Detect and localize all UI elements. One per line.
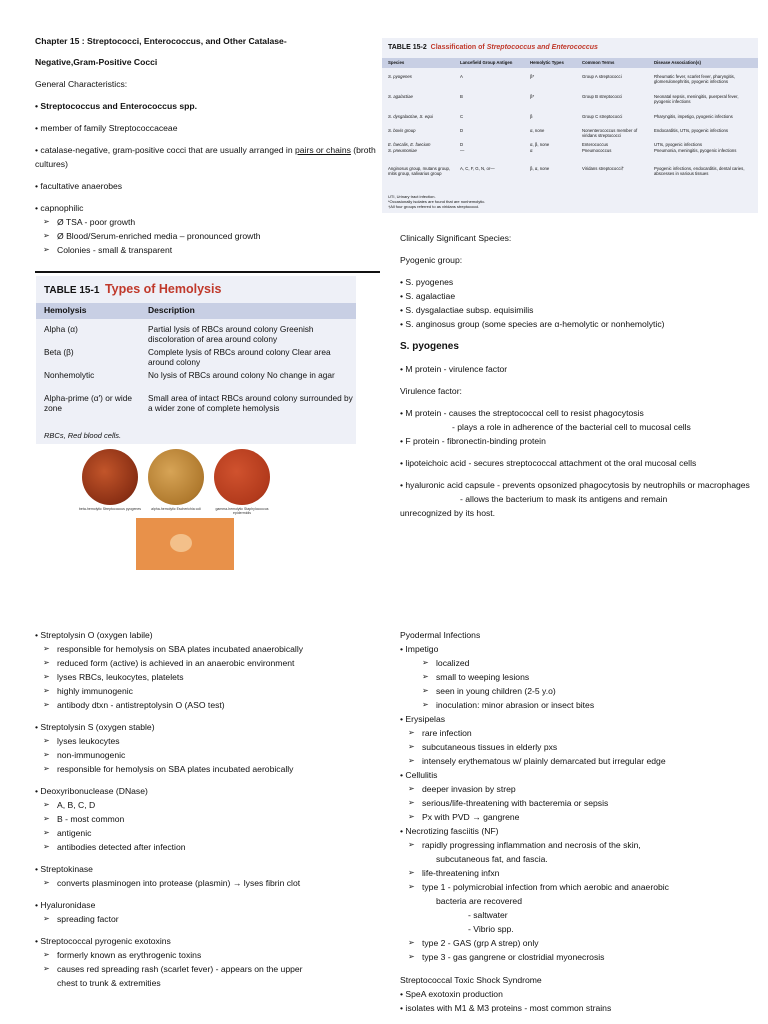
table-footnote: UTI, Urinary tract infection. <box>388 194 436 199</box>
list-item: • S. anginosus group (some species are α-hemolytic or nonhemolytic) <box>400 317 750 331</box>
table-footnote: *Occasionally isolates are found that are nonhemolytic. <box>388 199 486 204</box>
list-item: ➢ B - most common <box>43 814 125 824</box>
list-item: ➢ rapidly progressing inflammation and necrosis of the skin, <box>408 840 641 850</box>
list-item: ➢ type 1 - polymicrobial infection from which aerobic and anaerobic <box>408 882 669 892</box>
list-item-continuation: subcutaneous fat, and fascia. <box>436 854 548 864</box>
arrow-bullet-icon: ➢ <box>43 842 50 851</box>
list-item: ➢ deeper invasion by strep <box>408 784 516 794</box>
arrow-bullet-icon: ➢ <box>43 217 50 226</box>
list-item-continuation: chest to trunk & extremities <box>57 978 161 988</box>
bullet-genera: • Streptococcus and Enterococcus spp. <box>35 99 380 113</box>
hemolysis-table: TABLE 15-1 Types of Hemolysis Hemolysis Description Alpha (α) Partial lysis of RBCs around colony Greenish discoloration of area around colony Beta (β) Complete lysis of RBCs around colony Clear area around colony Nonhemolytic No lysis of RBCs around colony No change in agar Alpha-prime (α′) or wide zone Small area of intact RBCs around colony surrounded by a wider zone of complete hemolysis RBCs, Red blood cells. <box>36 276 356 444</box>
arrow-bullet-icon: ➢ <box>408 938 415 947</box>
m-protein-bullet: • M protein - virulence factor <box>400 362 750 376</box>
list-item: ➢ reduced form (active) is achieved in an anaerobic environment <box>43 658 295 668</box>
table-header <box>36 303 356 319</box>
table-title: TABLE 15-1 Types of Hemolysis <box>44 282 222 296</box>
arrow-bullet-icon: ➢ <box>43 231 50 240</box>
bullet-catalase-text: catalase-negative, gram-positive cocci that are usually arranged in <box>40 145 296 155</box>
list-item: • F protein - fibronectin-binding protein <box>400 434 750 448</box>
chapter-title-line-2: Negative,Gram-Positive Cocci <box>35 57 158 67</box>
list-item: • lipoteichoic acid - secures streptococcal attachment ot the oral mucosal cells <box>400 456 750 470</box>
clinically-significant-section <box>400 231 750 520</box>
plate-caption: gamma-hemolytic Staphylococcus epidermidis <box>215 507 269 515</box>
list-item: ➢ lyses RBCs, leukocytes, platelets <box>43 672 184 682</box>
arrow-bullet-icon: ➢ <box>43 672 50 681</box>
table-footnote: RBCs, Red blood cells. <box>44 431 122 440</box>
arrow-bullet-icon: ➢ <box>408 798 415 807</box>
list-item: ➢ intensely erythematous w/ plainly demarcated but irregular edge <box>408 756 666 766</box>
list-item: ➢ life-threatening infxn <box>408 868 500 878</box>
list-item: ➢ localized <box>422 658 470 668</box>
list-item: • M protein - causes the streptococcal cell to resist phagocytosis <box>400 406 750 420</box>
table-footnote: †All four groups referred to as viridans streptococci. <box>388 204 480 209</box>
list-item: ➢ formerly known as erythrogenic toxins <box>43 950 202 960</box>
plate-caption: alpha-hemolytic Escherichia coli <box>151 507 201 511</box>
arrow-bullet-icon: ➢ <box>408 952 415 961</box>
arrow-bullet-icon: ➢ <box>43 700 50 709</box>
streptokinase-heading: • Streptokinase <box>35 862 380 876</box>
list-item-continuation: unrecognized by its host. <box>400 508 496 518</box>
arrow-bullet-icon: ➢ <box>408 868 415 877</box>
hyaluronidase-heading: • Hyaluronidase <box>35 898 380 912</box>
cellulitis-heading: • Cellulitis <box>400 768 750 782</box>
list-item: • S. agalactiae <box>400 289 750 303</box>
streptolysin-o-heading: • Streptolysin O (oxygen labile) <box>35 628 380 642</box>
arrow-bullet-icon: ➢ <box>408 812 415 821</box>
beta-hemolysis-plate <box>82 449 138 505</box>
list-item: ➢ seen in young children (2-5 y.o) <box>422 686 556 696</box>
arrow-bullet-icon: ➢ <box>43 245 50 254</box>
list-item: ➢ Ø TSA - poor growth <box>43 217 136 227</box>
general-characteristics-section <box>35 34 380 257</box>
list-item: ➢ highly immunogenic <box>43 686 133 696</box>
arrow-bullet-icon: ➢ <box>422 672 429 681</box>
list-item: ➢ subcutaneous tissues in elderly pxs <box>408 742 558 752</box>
list-item: ➢ non-immunogenic <box>43 750 126 760</box>
arrow-bullet-icon: ➢ <box>408 756 415 765</box>
list-item: • isolates with M1 & M3 proteins - most common strains <box>400 1001 750 1015</box>
list-item: ➢ antigenic <box>43 828 92 838</box>
header-hemolysis: Hemolysis <box>44 305 87 315</box>
list-item: ➢ inoculation: minor abrasion or insect bites <box>422 700 595 710</box>
plate-caption: beta-hemolytic Streptococcus pyogenes <box>78 507 142 511</box>
stss-heading: Streptococcal Toxic Shock Syndrome <box>400 975 542 985</box>
pyodermal-heading: Pyodermal Infections <box>400 630 481 640</box>
list-item: ➢ small to weeping lesions <box>422 672 530 682</box>
list-item-continuation: - allows the bacterium to mask its antigens and remain <box>460 494 668 504</box>
arrow-bullet-icon: ➢ <box>43 964 50 973</box>
list-item: ➢ serious/life-threatening with bacteremia or sepsis <box>408 798 609 808</box>
list-item-continuation: bacteria are recovered <box>436 896 522 906</box>
list-item: ➢ A, B, C, D <box>43 800 96 810</box>
arrow-bullet-icon: ➢ <box>43 736 50 745</box>
list-item: ➢ rare infection <box>408 728 472 738</box>
arrow-bullet-icon: ➢ <box>422 700 429 709</box>
list-item: ➢ type 3 - gas gangrene or clostridial myonecrosis <box>408 952 605 962</box>
list-item: ➢ spreading factor <box>43 914 119 924</box>
classification-table: TABLE 15-2 Classification of Streptococcus and Enterococcus Species Lancefield Group Antigen Hemolytic Types Common Terms Disease Association(s) S. pyogenes A β* Group A streptococci Rheumatic fever, scarlet fever, pharyngitis, glomerulonephritis, pyogenic infections S. agalactiae B β* Group B streptococci Neonatal sepsis, meningitis, puerperal fever, pyogenic infections S. dysgalactiae, S. equi C β Group C streptococci Pharyngitis, impetigo, pyogenic infections S. bovis group D α, none Nonenterococcus member of viridans streptococci Endocarditis, UTIs, pyogenic infections E. faecalis, E. faecium D α, β, none Enterococcus UTIs, pyogenic infections S. pneumoniae — α Pneumococcus Pneumonia, meningitis, pyogenic infections Anginosus group, mutans group, mitis group, salivarius group A, C, F, G, N, or— β, α, none Viridans streptococci† Pyogenic infections, endocarditis, dental caries, abscesses in various tissues UTI, Urinary tract infection. *Occasionally isolates are found that are nonhemolytic. †All four groups referred to as viridans streptococci. <box>382 38 758 213</box>
list-item: ➢ Colonies - small & transparent <box>43 245 173 255</box>
general-heading: General Characteristics: <box>35 79 128 89</box>
list-item: • S. pyogenes <box>400 275 750 289</box>
nf-heading: • Necrotizing fasciitis (NF) <box>400 824 750 838</box>
arrow-bullet-icon: ➢ <box>408 742 415 751</box>
list-item: ➢ Px with PVD → gangrene <box>408 812 520 822</box>
arrow-bullet-icon: ➢ <box>43 800 50 809</box>
arrow-bullet-icon: ➢ <box>43 644 50 653</box>
list-item: ➢ causes red spreading rash (scarlet fever) - appears on the upper <box>43 964 303 974</box>
arrow-bullet-icon: ➢ <box>422 686 429 695</box>
alpha-prime-plate <box>136 518 234 570</box>
arrow-bullet-icon: ➢ <box>43 814 50 823</box>
list-item: ➢ responsible for hemolysis on SBA plates incubated anaerobically <box>43 644 304 654</box>
list-item-continuation: - Vibrio spp. <box>468 924 514 934</box>
arrow-bullet-icon: ➢ <box>43 950 50 959</box>
chapter-title-line-1: Chapter 15 : Streptococci, Enterococcus, and Other Catalase- <box>35 36 287 46</box>
arrow-bullet-icon: ➢ <box>408 840 415 849</box>
header-description: Description <box>148 305 195 315</box>
list-item: ➢ responsible for hemolysis on SBA plates incubated aerobically <box>43 764 294 774</box>
arrow-bullet-icon: ➢ <box>43 658 50 667</box>
arrow-bullet-icon: ➢ <box>43 914 50 923</box>
arrow-bullet-icon: ➢ <box>408 728 415 737</box>
arrow-bullet-icon: ➢ <box>408 882 415 891</box>
arrow-bullet-icon: ➢ <box>43 878 50 887</box>
list-item: ➢ antibody dtxn - antistreptolysin O (ASO test) <box>43 700 225 710</box>
section-divider <box>35 271 380 273</box>
list-item: • hyaluronic acid capsule - prevents opsonized phagocytosis by neutrophils or macrophages <box>400 478 750 492</box>
list-item: • SpeA exotoxin production <box>400 987 750 1001</box>
arrow-bullet-icon: ➢ <box>43 686 50 695</box>
bullet-capnophilic: • capnophilic <box>35 201 380 215</box>
pyogenic-group-heading: Pyogenic group: <box>400 255 463 265</box>
bullet-family: • member of family Streptococcaceae <box>35 121 380 135</box>
bullet-catalase-suffix: (broth cultures) <box>35 145 376 169</box>
arrow-bullet-icon: ➢ <box>43 828 50 837</box>
exotoxins-heading: • Streptococcal pyrogenic exotoxins <box>35 934 380 948</box>
table-title: TABLE 15-2 Classification of Streptococcus and Enterococcus <box>388 44 598 51</box>
pairs-or-chains-text: pairs or chains <box>295 145 351 155</box>
alpha-hemolysis-plate <box>148 449 204 505</box>
clin-sig-heading: Clinically Significant Species: <box>400 233 512 243</box>
infections-section <box>400 628 750 1015</box>
streptolysin-s-heading: • Streptolysin S (oxygen stable) <box>35 720 380 734</box>
arrow-bullet-icon: ➢ <box>43 750 50 759</box>
arrow-bullet-icon: ➢ <box>43 764 50 773</box>
bullet-anaerobes: • facultative anaerobes <box>35 179 380 193</box>
list-item: ➢ lyses leukocytes <box>43 736 120 746</box>
list-item-continuation: - saltwater <box>468 910 508 920</box>
s-pyogenes-heading: S. pyogenes <box>400 341 459 352</box>
arrow-bullet-icon: ➢ <box>422 658 429 667</box>
erysipelas-heading: • Erysipelas <box>400 712 750 726</box>
list-item: ➢ Ø Blood/Serum-enriched media – pronounced growth <box>43 231 261 241</box>
arrow-bullet-icon: ➢ <box>408 784 415 793</box>
gamma-hemolysis-plate <box>214 449 270 505</box>
dnase-heading: • Deoxyribonuclease (DNase) <box>35 784 380 798</box>
toxins-section <box>35 628 380 990</box>
list-item: ➢ converts plasminogen into protease (plasmin) → lyses fibrin clot <box>43 878 301 888</box>
virulence-heading: Virulence factor: <box>400 386 462 396</box>
list-item: ➢ type 2 - GAS (grp A strep) only <box>408 938 539 948</box>
hemolysis-plates-image <box>80 445 285 570</box>
list-item-continuation: - plays a role in adherence of the bacterial cell to mucosal cells <box>452 422 691 432</box>
list-item: • S. dysgalactiae subsp. equisimilis <box>400 303 750 317</box>
bullet-catalase <box>35 143 380 171</box>
wide-zone-spot <box>170 534 192 552</box>
list-item: ➢ antibodies detected after infection <box>43 842 186 852</box>
impetigo-heading: • Impetigo <box>400 642 750 656</box>
table-header: Species Lancefield Group Antigen Hemolytic Types Common Terms Disease Association(s) <box>382 58 758 68</box>
